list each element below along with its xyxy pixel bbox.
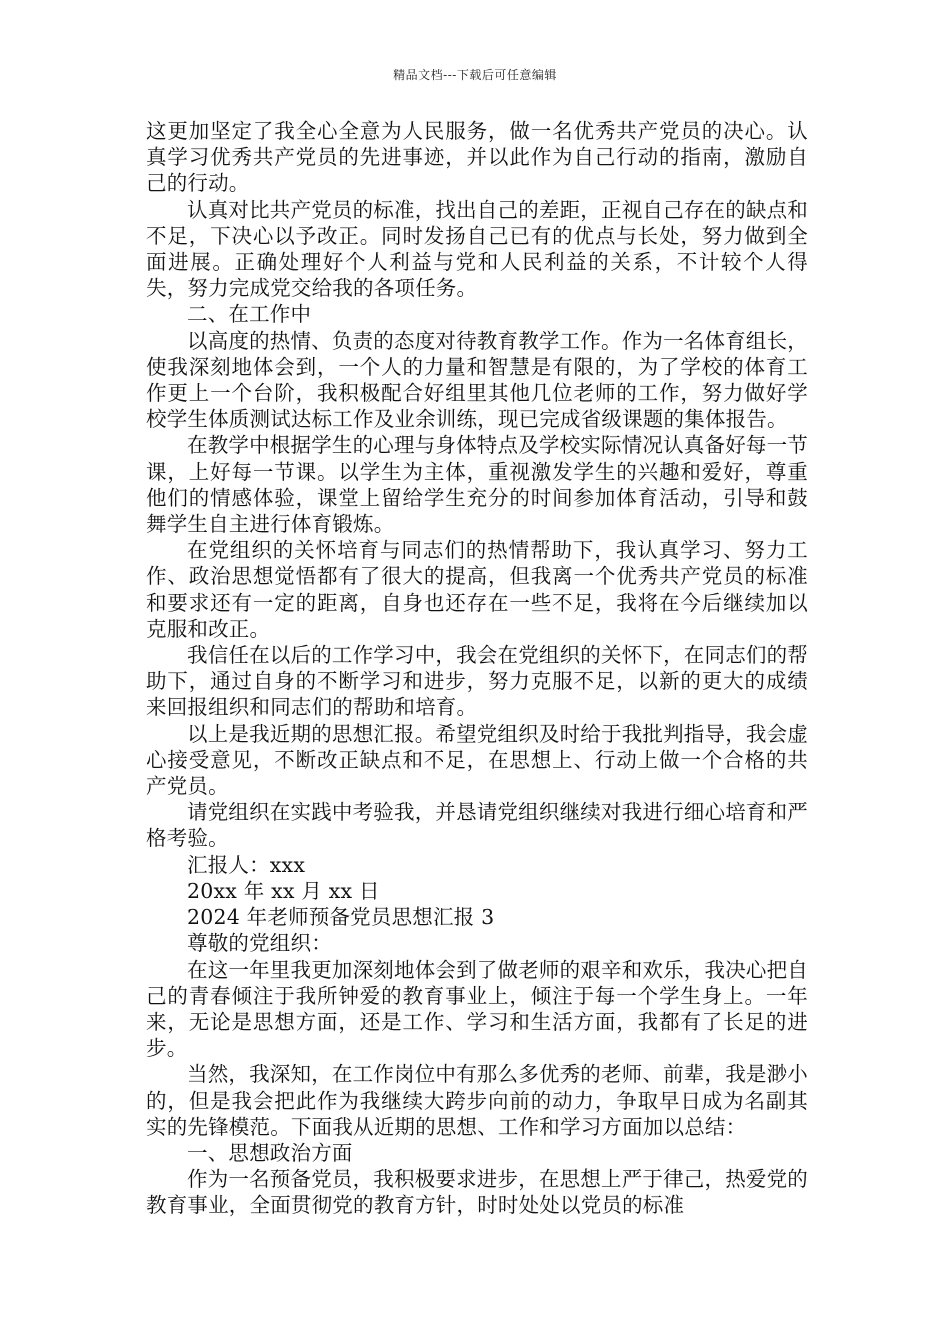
salutation: 尊敬的党组织： bbox=[187, 931, 332, 956]
section-heading: 一、思想政治方面 bbox=[187, 1140, 353, 1165]
paragraph: 在教学中根据学生的心理与身体特点及学校实际情况认真备好每一节课，上好每一节课。以学生为主体，重视激发学生的兴趣和爱好，尊重他们的情感体验，课堂上留给学生充分的时间参加体育活动，引导和鼓舞学生自主进行体育锻炼。 bbox=[146, 433, 808, 537]
paragraph: 作为一名预备党员，我积极要求进步，在思想上严于律己，热爱党的教育事业，全面贯彻党的教育方针，时时处处以党员的标准 bbox=[146, 1167, 808, 1218]
page-header: 精品文档---下载后可任意编辑 bbox=[393, 68, 557, 82]
paragraph: 当然，我深知，在工作岗位中有那么多优秀的老师、前辈，我是渺小的，但是我会把此作为我继续大跨步向前的动力，争取早日成为名副其实的先锋模范。下面我从近期的思想、工作和学习方面加以总结： bbox=[146, 1062, 808, 1139]
paragraph: 在党组织的关怀培育与同志们的热情帮助下，我认真学习、努力工作、政治思想觉悟都有了很大的提高，但我离一个优秀共产党员的标准和要求还有一定的距离，自身也还存在一些不足，我将在今后继续加以克服和改正。 bbox=[146, 538, 808, 641]
paragraph: 我信任在以后的工作学习中，我会在党组织的关怀下，在同志们的帮助下，通过自身的不断学习和进步，努力克服不足，以新的更大的成绩来回报组织和同志们的帮助和培育。 bbox=[146, 643, 808, 720]
section-heading: 二、在工作中 bbox=[187, 302, 312, 327]
paragraph: 请党组织在实践中考验我，并恳请党组织继续对我进行细心培育和严格考验。 bbox=[146, 800, 808, 851]
reporter-line: 汇报人：xxx bbox=[187, 852, 306, 877]
document-body bbox=[146, 118, 808, 1219]
paragraph: 以高度的热情、负责的态度对待教育教学工作。作为一名体育组长，使我深刻地体会到，一个人的力量和智慧是有限的，为了学校的体育工作更上一个台阶，我积极配合好组里其他几位老师的工作，努力做好学校学生体质测试达标工作及业余训练，现已完成省级课题的集体报告。 bbox=[146, 328, 808, 432]
paragraph: 认真对比共产党员的标准，找出自己的差距，正视自己存在的缺点和不足，下决心以予改正。同时发扬自己已有的优点与长处，努力做到全面进展。正确处理好个人利益与党和人民利益的关系，不计较个人得失，努力完成党交给我的各项任务。 bbox=[146, 197, 808, 301]
date-line: 20xx 年 xx 月 xx 日 bbox=[187, 878, 380, 903]
paragraph: 在这一年里我更加深刻地体会到了做老师的艰辛和欢乐，我决心把自己的青春倾注于我所钟爱的教育事业上，倾注于每一个学生身上。一年来，无论是思想方面，还是工作、学习和生活方面，我都有了长足的进步。 bbox=[146, 957, 808, 1061]
paragraph: 这更加坚定了我全心全意为人民服务，做一名优秀共产党员的决心。认真学习优秀共产党员的先进事迹，并以此作为自己行动的指南，激励自己的行动。 bbox=[146, 119, 808, 196]
document-title: 2024 年老师预备党员思想汇报 3 bbox=[187, 905, 495, 930]
paragraph: 以上是我近期的思想汇报。希望党组织及时给于我批判指导，我会虚心接受意见，不断改正缺点和不足，在思想上、行动上做一个合格的共产党员。 bbox=[146, 721, 808, 799]
